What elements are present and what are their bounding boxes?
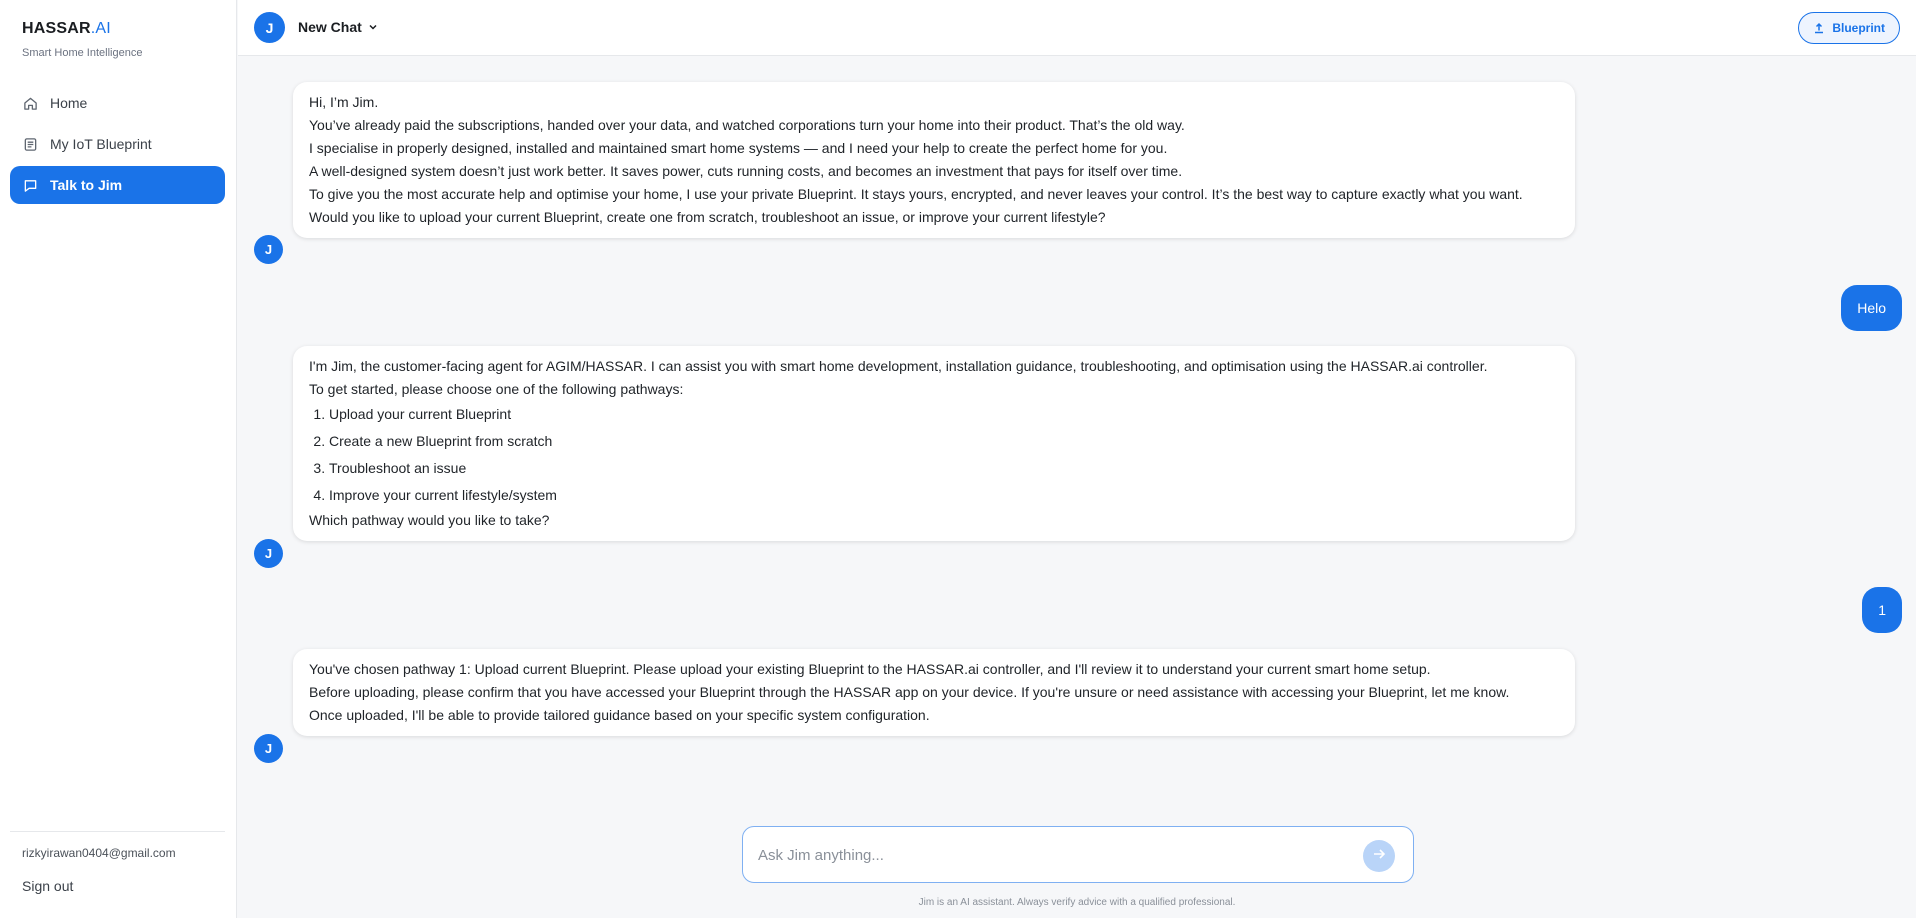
sidebar-item-label: Home xyxy=(50,95,88,111)
upload-icon xyxy=(1813,22,1825,34)
brand-tagline: Smart Home Intelligence xyxy=(22,47,143,59)
message-line: I'm Jim, the customer-facing agent for AGIM/HASSAR. I can assist you with smart home development, installation guidance, troubleshooting, and optimisation using the HASSAR.ai controller. xyxy=(309,358,1488,374)
chat-icon xyxy=(22,177,38,193)
message-line: Would you like to upload your current Blueprint, create one from scratch, troubleshoot an issue, or improve your current lifestyle? xyxy=(309,209,1106,225)
message-line: Hi, I’m Jim. xyxy=(309,94,379,110)
message-line: To get started, please choose one of the following pathways: xyxy=(309,381,684,397)
message-line: To give you the most accurate help and optimise your home, I use your private Blueprint. It stays yours, encrypted, and never leaves your control. It’s the best way to capture exactly what you want. xyxy=(309,186,1523,202)
sidebar xyxy=(0,0,237,918)
brand-logo[interactable]: HASSAR.AI xyxy=(22,20,111,37)
assistant-message xyxy=(293,346,1575,541)
send-button[interactable] xyxy=(1363,840,1395,872)
composer xyxy=(742,826,1414,883)
assistant-message xyxy=(293,82,1575,238)
home-icon xyxy=(22,95,38,111)
composer-area xyxy=(238,809,1916,918)
sidebar-item-blueprint[interactable] xyxy=(10,125,225,163)
document-icon xyxy=(22,136,38,152)
sidebar-item-label: My IoT Blueprint xyxy=(50,136,152,152)
message-line: Which pathway would you like to take? xyxy=(309,512,550,528)
user-message: Helo xyxy=(1841,285,1902,331)
sidebar-item-label: Talk to Jim xyxy=(50,177,123,193)
user-message: 1 xyxy=(1862,587,1902,633)
blueprint-button-label: Blueprint xyxy=(1832,21,1885,35)
arrow-right-icon xyxy=(1372,847,1386,866)
message-line: A well-designed system doesn’t just work better. It saves power, cuts running costs, and becomes an investment that pays for itself over time. xyxy=(309,163,1183,179)
top-bar xyxy=(238,0,1916,56)
list-item: 3. Troubleshoot an issue xyxy=(329,455,1559,482)
assistant-message xyxy=(293,649,1575,736)
list-item: 1. Upload your current Blueprint xyxy=(329,401,1559,428)
message-line: Once uploaded, I'll be able to provide tailored guidance based on your specific system configuration. xyxy=(309,707,930,723)
divider xyxy=(10,831,225,832)
sidebar-item-home[interactable] xyxy=(10,84,225,122)
sidebar-nav xyxy=(10,84,225,207)
assistant-avatar: J xyxy=(254,734,283,763)
user-email: rizkyirawan0404@gmail.com xyxy=(22,846,176,860)
assistant-avatar: J xyxy=(254,235,283,264)
disclaimer: Jim is an AI assistant. Always verify advice with a qualified professional. xyxy=(918,897,1236,908)
sidebar-footer xyxy=(10,831,225,918)
message-line: You've chosen pathway 1: Upload current Blueprint. Please upload your existing Blueprint to the HASSAR.ai controller, and I'll review it to understand your current smart home setup. xyxy=(309,661,1431,677)
assistant-avatar: J xyxy=(254,539,283,568)
chat-title: New Chat xyxy=(298,19,362,35)
chat-thread[interactable] xyxy=(238,57,1916,809)
list-item: 2. Create a new Blueprint from scratch xyxy=(329,428,1559,455)
chevron-down-icon xyxy=(368,19,378,35)
avatar: J xyxy=(254,12,285,43)
message-line: Before uploading, please confirm that you have accessed your Blueprint through the HASSAR app on your device. If you're unsure or need assistance with accessing your Blueprint, let me know. xyxy=(309,684,1510,700)
sidebar-item-talk-to-jim[interactable] xyxy=(10,166,225,204)
message-line: I specialise in properly designed, installed and maintained smart home systems — and I need your help to create the perfect home for you. xyxy=(309,140,1168,156)
chat-selector[interactable] xyxy=(298,19,378,35)
signout-button[interactable]: Sign out xyxy=(22,878,74,894)
message-input[interactable] xyxy=(758,843,1338,867)
list-item: 4. Improve your current lifestyle/system xyxy=(329,482,1559,509)
message-line: You’ve already paid the subscriptions, handed over your data, and watched corporations turn your home into their product. That’s the old way. xyxy=(309,117,1185,133)
pathway-list xyxy=(309,401,1559,509)
blueprint-upload-button[interactable] xyxy=(1798,12,1900,44)
